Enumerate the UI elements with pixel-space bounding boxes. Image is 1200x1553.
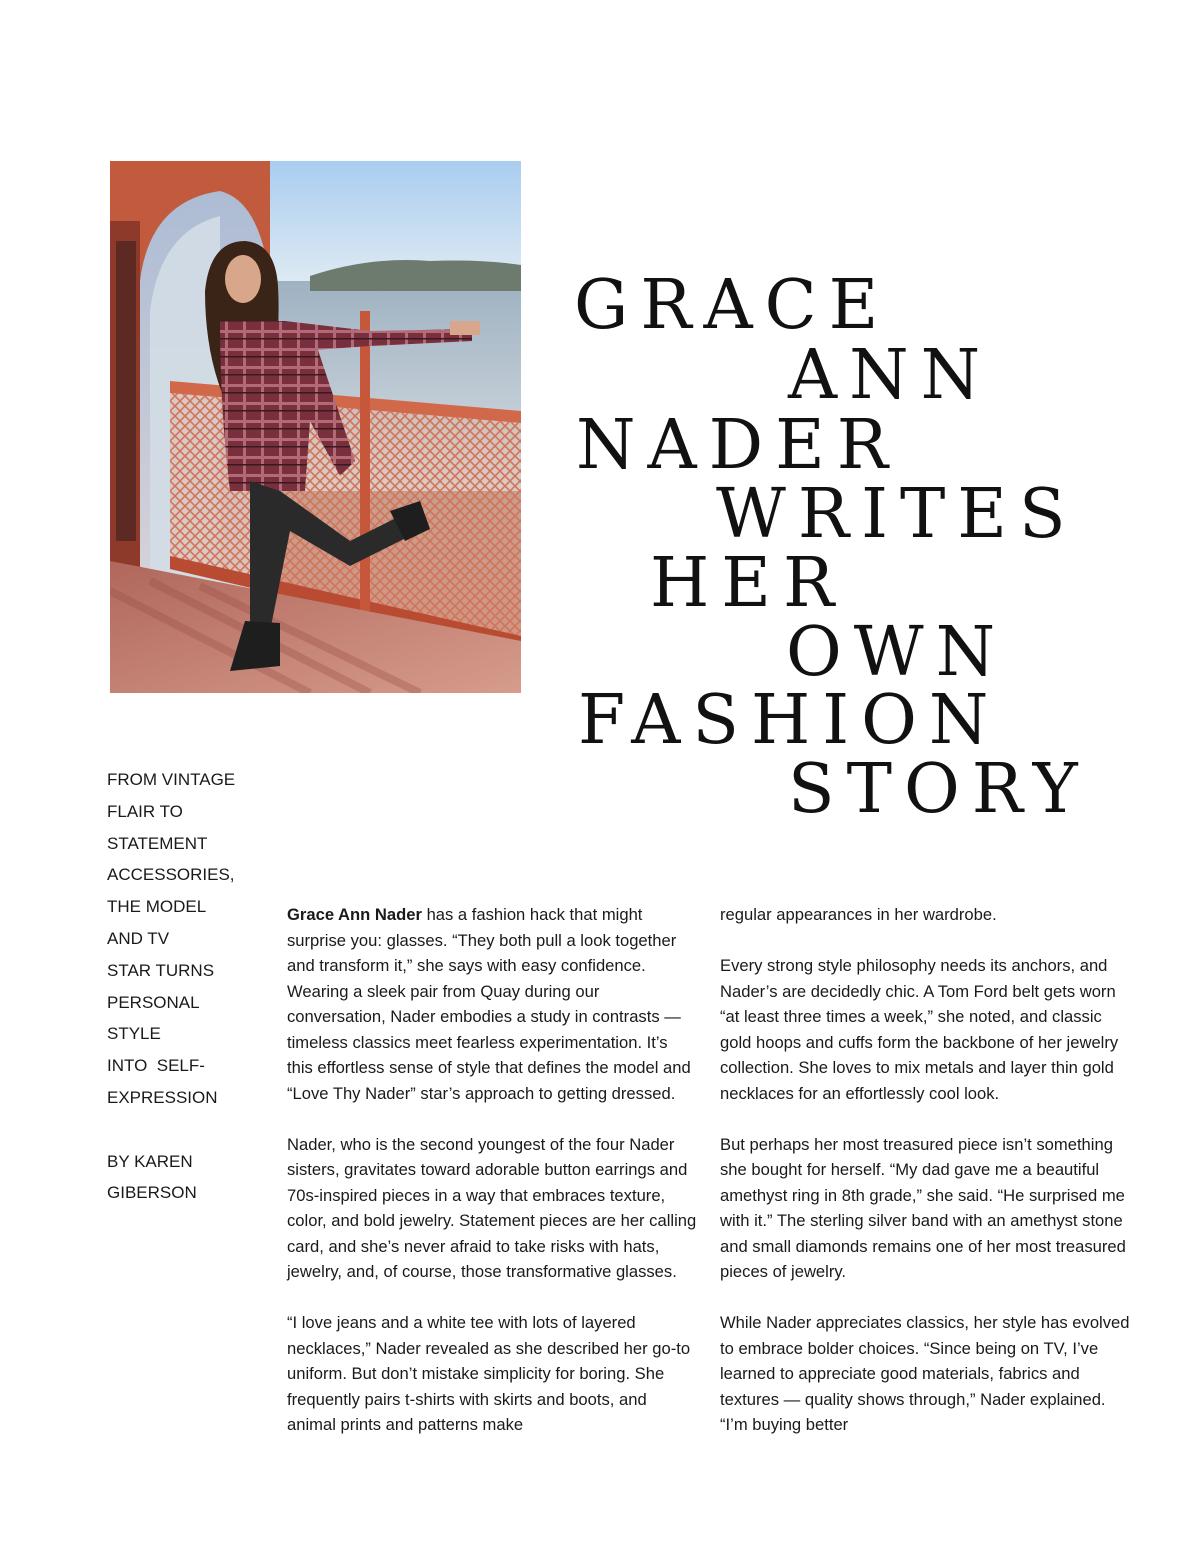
dek-line: EXPRESSION [107,1087,218,1107]
article-paragraph: But perhaps her most treasured piece isn’t something she bought for herself. “My dad gave me a beautiful amethyst ring in 8th grade,” she said. “He surprised me with it.” The sterling silver band with an amethyst stone and small diamonds remains one of her most treasured pieces of jewelry. [720,1134,1126,1281]
dek-line: STYLE [107,1024,161,1044]
dek-line: THE MODEL [107,897,207,917]
headline-line: ANN [788,336,993,415]
headline-line: FASHION [578,681,1001,760]
dek-line: ACCESSORIES, [107,865,235,885]
dek-line: PERSONAL [107,992,200,1012]
paragraph-text: has a fashion hack that might surprise you: glasses. “They both pull a look together and transform it,” she says with easy confidence. Wearing a sleek pair from Quay during our conversation, Nader embodies a study in contrasts — timeless classics meet fearless experimentation. It’s this effortless sense of style that defines the model and “Love Thy Nader” star’s approach to getting dressed. [287,905,691,1103]
article-paragraph: While Nader appreciates classics, her style has evolved to embrace bolder choices. “Since being on TV, I’ve learned to appreciate good materials, fabrics and textures — quality shows through,” Nader explained. “I’m buying better [720,1313,1130,1434]
dek-line: AND TV [107,928,170,948]
dek-line: INTO SELF- [107,1056,205,1076]
article-column-2 [720,902,1130,1463]
dek-line: STATEMENT [107,833,208,853]
article-column-1 [287,902,697,1463]
dek-line: STAR TURNS [107,960,215,980]
article-paragraph [287,902,697,1106]
lead-name: Grace Ann Nader [287,905,422,924]
headline-line: OWN [786,613,1008,692]
byline-line: GIBERSON [107,1183,197,1203]
byline-line: BY KAREN [107,1151,193,1171]
article-paragraph: regular appearances in her wardrobe. [720,905,997,924]
woman-on-ferry-photo [110,161,521,693]
headline-line: WRITES [716,475,1078,554]
headline-line: GRACE [574,266,891,345]
headline-line: HER [650,544,847,623]
dek-line: FROM VINTAGE [107,770,236,789]
dek [107,764,267,1209]
headline-line: STORY [788,750,1090,829]
feature-photo [110,161,521,693]
article-paragraph: “I love jeans and a white tee with lots of layered necklaces,” Nader revealed as she described her go-to uniform. But don’t mistake simplicity for boring. She frequently pairs t-shirts with skirts and boots, and animal prints and patterns make [287,1313,691,1434]
article-paragraph: Nader, who is the second youngest of the four Nader sisters, gravitates toward adorable button earrings and 70s-inspired pieces in a way that embraces texture, color, and bold jewelry. Statement pieces are her calling card, and she’s never afraid to take risks with hats, jewelry, and, of course, those transformative glasses. [287,1134,697,1281]
article-paragraph: Every strong style philosophy needs its anchors, and Nader’s are decidedly chic. A Tom Ford belt gets worn “at least three times a week,” she noted, and classic gold hoops and cuffs form the backbone of her jewelry collection. She loves to mix metals and layer thin gold necklaces for an effortlessly cool look. [720,956,1119,1103]
headline-line: NADER [576,406,900,485]
dek-line: FLAIR TO [107,801,183,821]
